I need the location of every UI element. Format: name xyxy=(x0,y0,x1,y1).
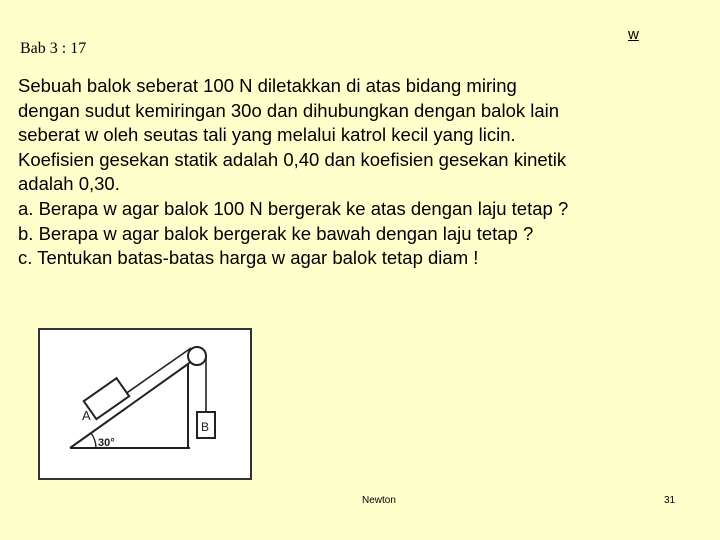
problem-text xyxy=(18,74,718,271)
angle-label: 30° xyxy=(98,437,115,449)
angle-arc xyxy=(91,433,96,448)
block-a-label: A xyxy=(82,408,91,423)
page-number: 31 xyxy=(664,495,676,506)
chapter-label: Bab 3 : 17 xyxy=(20,40,87,57)
question-a: a. Berapa w agar balok 100 N bergerak ke atas dengan laju tetap ? xyxy=(18,197,569,219)
problem-line: Sebuah balok seberat 100 N diletakkan di atas bidang miring xyxy=(18,75,517,96)
question-c: c. Tentukan batas-batas harga w agar balok tetap diam ! xyxy=(18,247,479,269)
problem-line: Koefisien gesekan statik adalah 0,40 dan koefisien gesekan kinetik xyxy=(18,148,567,170)
footer-title: Newton xyxy=(362,495,396,506)
problem-line: adalah 0,30. xyxy=(18,173,120,195)
block-b-label: B xyxy=(201,420,210,434)
problem-line: seberat w oleh seutas tali yang melalui katrol kecil yang licin. xyxy=(18,124,516,146)
incline-diagram xyxy=(38,328,252,480)
corner-label: w xyxy=(628,26,639,43)
problem-line: dengan sudut kemiringan 30o dan dihubungkan dengan balok lain xyxy=(18,99,560,121)
question-b: b. Berapa w agar balok bergerak ke bawah dengan laju tetap ? xyxy=(18,222,534,244)
pulley-icon xyxy=(188,347,206,365)
